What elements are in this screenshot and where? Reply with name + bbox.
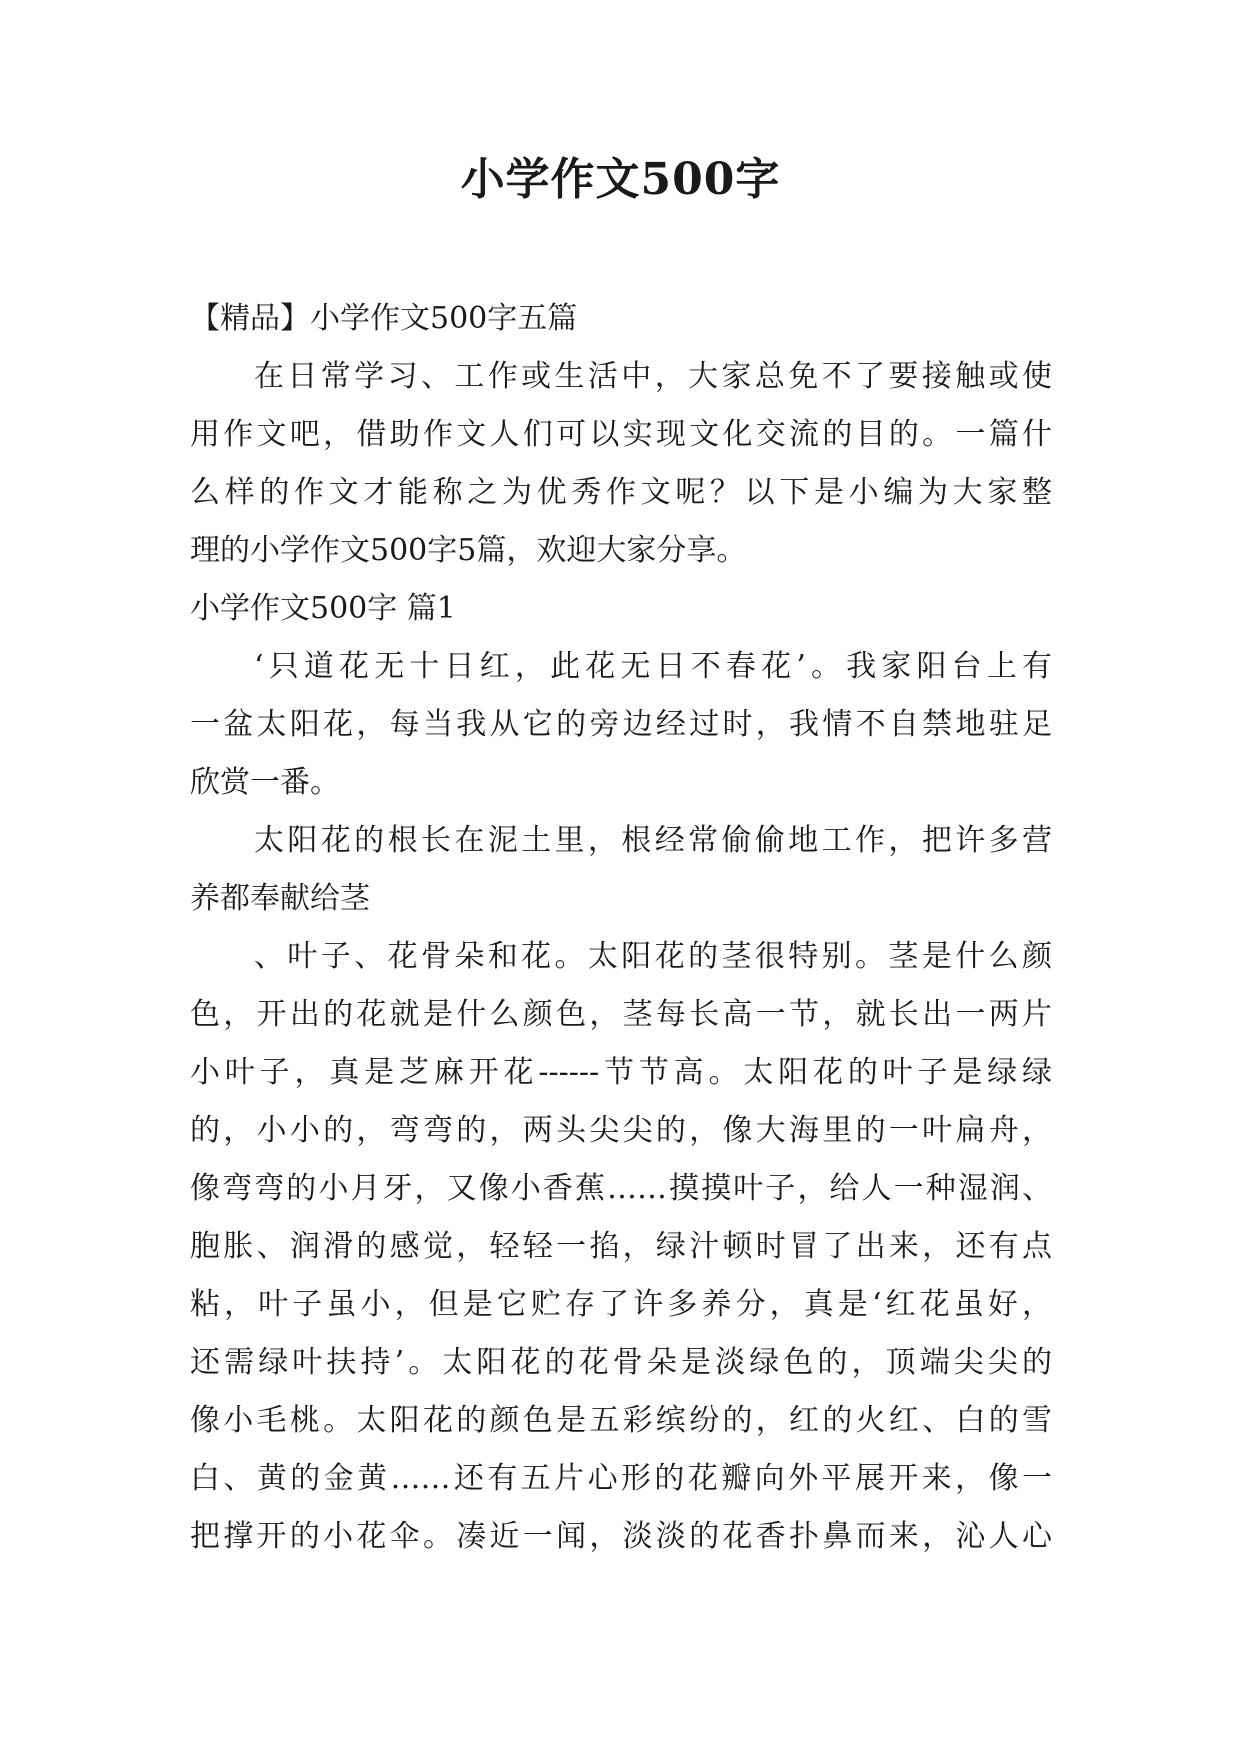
- paragraph-line: 、叶子、花骨朵和花。太阳花的茎很特别。茎是什么颜: [254, 939, 1052, 974]
- paragraph-line: 一盆太阳花，每当我从它的旁边经过时，我情不自禁地驻足: [190, 707, 1052, 742]
- paragraph-line: 的，小小的，弯弯的，两头尖尖的，像大海里的一叶扁舟，: [190, 1113, 1052, 1148]
- paragraph-line: 在日常学习、工作或生活中，大家总免不了要接触或使: [254, 359, 1052, 394]
- paragraph-line: 像弯弯的小月牙，又像小香蕉……摸摸叶子，给人一种湿润、: [190, 1171, 1052, 1206]
- paragraph-line: 养都奉献给茎: [190, 881, 370, 916]
- document-title: 小学作文500字: [460, 154, 781, 205]
- paragraph-line: 么样的作文才能称之为优秀作文呢？以下是小编为大家整: [190, 475, 1052, 510]
- document-body: [190, 290, 1052, 1566]
- paragraph-line: 粘，叶子虽小，但是它贮存了许多养分，真是‘红花虽好，: [190, 1287, 1052, 1322]
- paragraph-line: 胞胀、润滑的感觉，轻轻一掐，绿汁顿时冒了出来，还有点: [190, 1229, 1052, 1264]
- paragraph-line: 白、黄的金黄……还有五片心形的花瓣向外平展开来，像一: [190, 1461, 1052, 1496]
- paragraph-line: 小叶子，真是芝麻开花------节节高。太阳花的叶子是绿绿: [190, 1055, 1052, 1090]
- paragraph-line: 把撑开的小花伞。凑近一闻，淡淡的花香扑鼻而来，沁人心: [190, 1519, 1052, 1554]
- subtitle-line: 【精品】小学作文500字五篇: [190, 301, 578, 336]
- paragraph-line: 用作文吧，借助作文人们可以实现文化交流的目的。一篇什: [190, 417, 1052, 452]
- paragraph-line: 色，开出的花就是什么颜色，茎每长高一节，就长出一两片: [190, 997, 1052, 1032]
- paragraph-line: 欣赏一番。: [190, 765, 340, 800]
- paragraph-line: 理的小学作文500字5篇，欢迎大家分享。: [190, 533, 747, 568]
- paragraph-line: 像小毛桃。太阳花的颜色是五彩缤纷的，红的火红、白的雪: [190, 1403, 1052, 1438]
- paragraph-line: ‘只道花无十日红，此花无日不春花’。我家阳台上有: [254, 649, 1052, 684]
- section-heading: 小学作文500字 篇1: [190, 591, 456, 626]
- paragraph-line: 太阳花的根长在泥土里，根经常偷偷地工作，把许多营: [254, 823, 1052, 858]
- paragraph-line: 还需绿叶扶持’。太阳花的花骨朵是淡绿色的，顶端尖尖的: [190, 1345, 1052, 1380]
